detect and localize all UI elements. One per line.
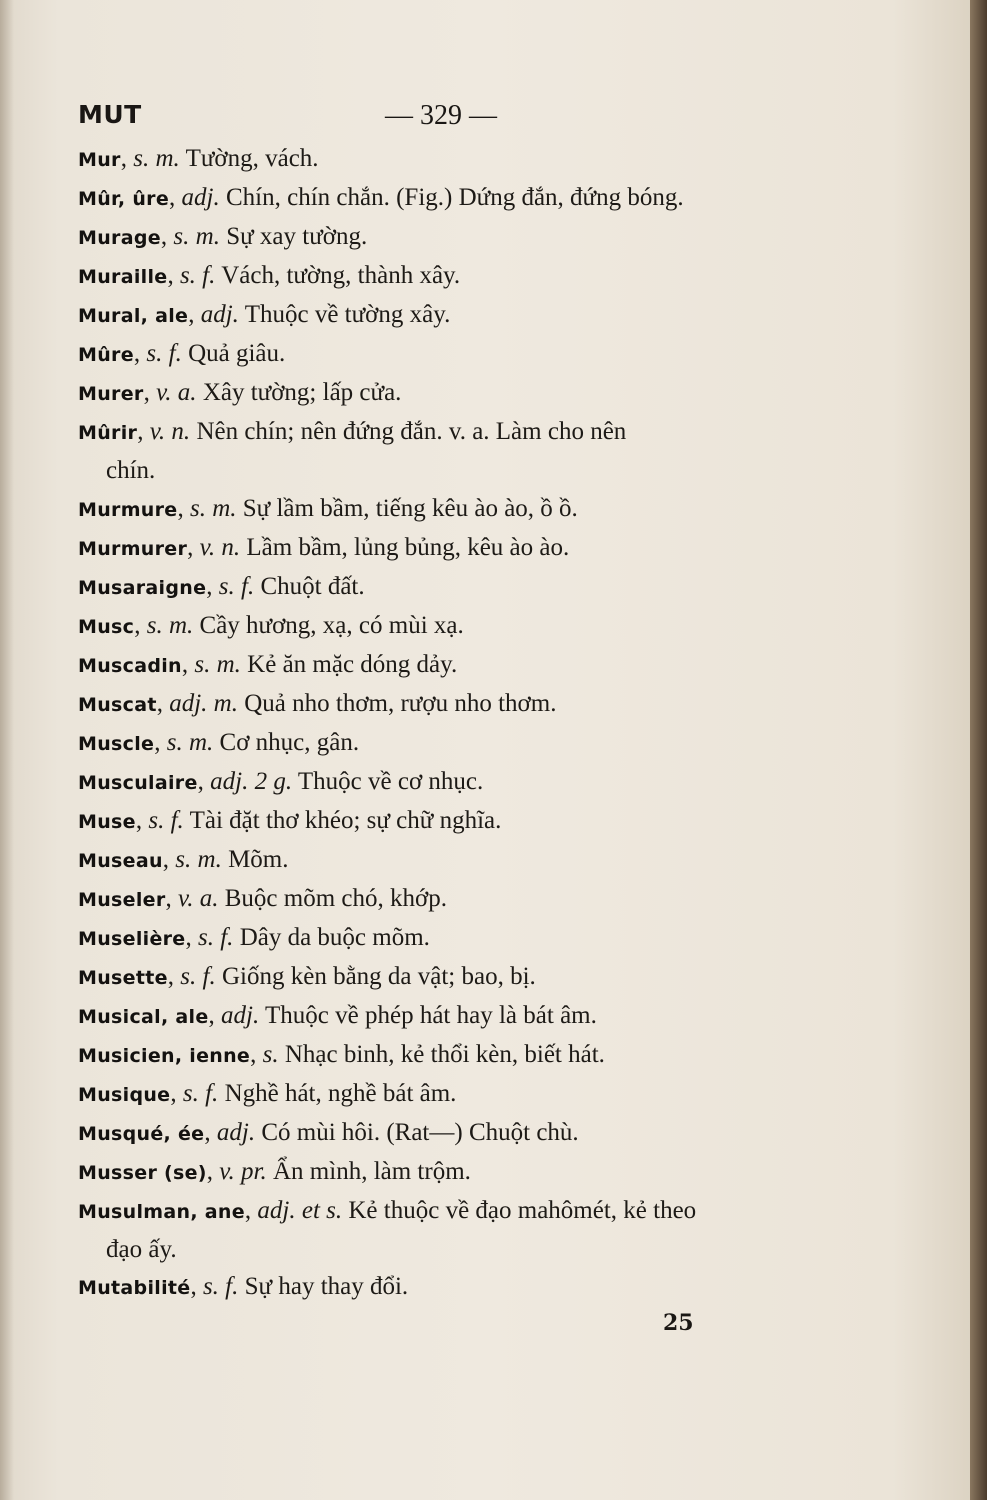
entry-headword: Mutabilité (78, 1277, 191, 1299)
dictionary-entry: Muselière, s. f. Dây da buộc mõm. (78, 924, 430, 951)
dictionary-entry: Murage, s. m. Sự xay tường. (78, 223, 368, 250)
entry-headword: Muscat (78, 694, 157, 716)
entry-definition: Chín, chín chắn. (Fig.) Dứng đắn, đứng bóng. (225, 184, 684, 211)
page-number: — 329 — (385, 100, 497, 131)
dictionary-entry: Musique, s. f. Nghề hát, nghề bát âm. (78, 1080, 457, 1107)
entry-definition: Thuộc về tường xây. (244, 301, 451, 328)
entry-headword: Musaraigne (78, 577, 207, 599)
entry-definition: Nên chín; nên đứng đắn. v. a. Làm cho nên (196, 418, 627, 445)
entry-headword: Musical, ale (78, 1006, 209, 1028)
entry-headword: Murmure (78, 499, 178, 521)
entry-pos: v. n. (149, 418, 191, 445)
dictionary-entry: Musulman, ane, adj. et s. Kẻ thuộc về đạo mahômét, kẻ theo đạo ấy. (78, 1192, 783, 1268)
entry-pos: s. m. (175, 846, 222, 873)
dictionary-entry: Musaraigne, s. f. Chuột đất. (78, 573, 365, 600)
entry-pos: adj. (216, 1119, 256, 1146)
entry-headword: Musette (78, 967, 168, 989)
page-gutter-shadow (0, 0, 14, 1500)
entry-headword: Murer (78, 383, 144, 405)
entry-headword: Musser (se) (78, 1162, 207, 1184)
dictionary-entry: Muraille, s. f. Vách, tường, thành xây. (78, 262, 461, 289)
entry-headword: Muse (78, 811, 136, 833)
entry-pos: s. f. (198, 924, 234, 951)
entry-pos: s. (262, 1041, 279, 1068)
dictionary-entry: Muscat, adj. m. Quả nho thơm, rượu nho thơm. (78, 690, 557, 717)
dictionary-entry: Mûre, s. f. Quả giâu. (78, 340, 286, 367)
signature-mark: 25 (663, 1310, 694, 1336)
entry-pos: s. m. (146, 612, 194, 639)
dictionary-entry: Musicien, ienne, s. Nhạc binh, kẻ thổi kèn, biết hát. (78, 1041, 605, 1068)
dictionary-entry: Mutabilité, s. f. Sự hay thay đổi. (78, 1273, 409, 1300)
entry-pos: s. m. (194, 651, 241, 678)
entry-pos: s. f. (179, 262, 216, 289)
entry-pos: v. pr. (219, 1158, 267, 1185)
entry-headword: Murmurer (78, 538, 188, 560)
dictionary-entry: Museau, s. m. Mõm. (78, 846, 289, 873)
entry-headword: Murage (78, 227, 161, 249)
dictionary-entry: Mur, s. m. Tường, vách. (78, 145, 319, 172)
dictionary-entry: Murmurer, v. n. Lầm bầm, lủng bủng, kêu ào ào. (78, 534, 570, 561)
dictionary-entry: Muscle, s. m. Cơ nhục, gân. (78, 729, 360, 756)
entry-definition: Vách, tường, thành xây. (221, 262, 461, 289)
entry-headword: Muraille (78, 266, 168, 288)
entry-pos: adj. m. (169, 690, 238, 717)
entry-definition: Dây da buộc mõm. (239, 924, 430, 951)
entry-definition: Kẻ thuộc về đạo mahômét, kẻ theo (348, 1197, 697, 1224)
page-header (78, 100, 778, 140)
entry-pos: s. m. (166, 729, 214, 756)
dictionary-entry: Musical, ale, adj. Thuộc về phép hát hay là bát âm. (78, 1002, 597, 1029)
entry-pos: s. f. (218, 573, 255, 600)
entry-headword: Mural, ale (78, 305, 189, 327)
dictionary-entry: Mûrir, v. n. Nên chín; nên đứng đắn. v. a. Làm cho nên chín. (78, 413, 783, 489)
entry-definition: Sự xay tường. (226, 223, 368, 250)
entry-headword: Museler (78, 889, 166, 911)
entry-pos: s. m. (173, 223, 220, 250)
entry-pos: adj. et s. (257, 1197, 343, 1224)
entry-headword: Muscadin (78, 655, 182, 677)
entry-headword: Musulman, ane (78, 1201, 245, 1223)
entry-definition: Sự lầm bầm, tiếng kêu ào ào, ồ ồ. (242, 495, 578, 522)
entry-pos: s. f. (202, 1273, 239, 1300)
entry-continuation: đạo ấy. (106, 1236, 177, 1263)
entry-definition: Tường, vách. (185, 145, 319, 172)
entry-pos: s. m. (133, 145, 180, 172)
entry-pos: v. n. (199, 534, 241, 561)
entry-pos: v. a. (178, 885, 219, 912)
dictionary-entry: Murmure, s. m. Sự lầm bầm, tiếng kêu ào ào, ồ ồ. (78, 495, 578, 522)
entry-headword: Mûr, ûre (78, 188, 170, 210)
entry-definition: Nhạc binh, kẻ thổi kèn, biết hát. (284, 1041, 605, 1068)
entry-definition: Xây tường; lấp cửa. (202, 379, 402, 406)
entry-headword: Muscle (78, 733, 155, 755)
entry-headword: Musculaire (78, 772, 198, 794)
entry-definition: Quả nho thơm, rượu nho thơm. (244, 690, 557, 717)
entry-pos: s. f. (148, 807, 184, 834)
entry-pos: v. a. (156, 379, 197, 406)
dictionary-entry: Musqué, ée, adj. Có mùi hôi. (Rat—) Chuột chù. (78, 1119, 579, 1146)
entry-pos: adj. (221, 1002, 260, 1029)
entry-definition: Thuộc về phép hát hay là bát âm. (265, 1002, 597, 1029)
entry-headword: Mûrir (78, 422, 138, 444)
entry-headword: Muselière (78, 928, 186, 950)
entry-definition: Cầy hương, xạ, có mùi xạ. (199, 612, 464, 639)
entry-definition: Ẩn mình, làm trộm. (273, 1158, 471, 1185)
entry-pos: s. m. (189, 495, 237, 522)
entry-continuation: chín. (106, 457, 156, 484)
entry-pos: adj. (181, 184, 220, 211)
entry-definition: Quả giâu. (188, 340, 286, 367)
entry-definition: Nghề hát, nghề bát âm. (224, 1080, 457, 1107)
entry-headword: Mur (78, 149, 121, 171)
entry-definition: Lầm bầm, lủng bủng, kêu ào ào. (246, 534, 570, 561)
dictionary-entry: Mural, ale, adj. Thuộc về tường xây. (78, 301, 451, 328)
entry-pos: s. f. (180, 963, 216, 990)
entry-pos: adj. (200, 301, 239, 328)
entry-headword: Musc (78, 616, 135, 638)
entry-pos: s. f. (182, 1080, 219, 1107)
dictionary-entry: Museler, v. a. Buộc mõm chó, khớp. (78, 885, 447, 912)
guide-word: MUT (78, 100, 142, 129)
entry-definition: Thuộc về cơ nhục. (297, 768, 484, 795)
entry-definition: Buộc mõm chó, khớp. (224, 885, 447, 912)
entry-definition: Kẻ ăn mặc dóng dảy. (247, 651, 458, 678)
dictionary-entry: Mûr, ûre, adj. Chín, chín chắn. (Fig.) Dứng đắn, đứng bóng. (78, 184, 684, 211)
dictionary-entry: Murer, v. a. Xây tường; lấp cửa. (78, 379, 402, 406)
entry-definition: Giống kèn bằng da vật; bao, bị. (221, 963, 536, 990)
entry-definition: Tài đặt thơ khéo; sự chữ nghĩa. (189, 807, 502, 834)
dictionary-entry: Musc, s. m. Cầy hương, xạ, có mùi xạ. (78, 612, 464, 639)
entry-definition: Mõm. (228, 846, 289, 873)
book-edge (970, 0, 987, 1500)
entry-headword: Musique (78, 1084, 171, 1106)
entry-definition: Có mùi hôi. (Rat—) Chuột chù. (261, 1119, 579, 1146)
dictionary-entry: Musette, s. f. Giống kèn bằng da vật; bao, bị. (78, 963, 536, 990)
dictionary-entry: Muscadin, s. m. Kẻ ăn mặc dóng dảy. (78, 651, 458, 678)
entry-headword: Musicien, ienne (78, 1045, 251, 1067)
entry-headword: Mûre (78, 344, 134, 366)
entry-definition: Chuột đất. (260, 573, 365, 600)
entry-pos: adj. 2 g. (210, 768, 293, 795)
entry-headword: Museau (78, 850, 163, 872)
dictionary-entry: Musser (se), v. pr. Ẩn mình, làm trộm. (78, 1158, 471, 1185)
dictionary-entry: Musculaire, adj. 2 g. Thuộc về cơ nhục. (78, 768, 484, 795)
entry-headword: Musqué, ée (78, 1123, 205, 1145)
dictionary-entry: Muse, s. f. Tài đặt thơ khéo; sự chữ nghĩa. (78, 807, 502, 834)
entry-definition: Cơ nhục, gân. (219, 729, 360, 756)
entry-pos: s. f. (146, 340, 182, 367)
entry-definition: Sự hay thay đổi. (244, 1273, 409, 1300)
